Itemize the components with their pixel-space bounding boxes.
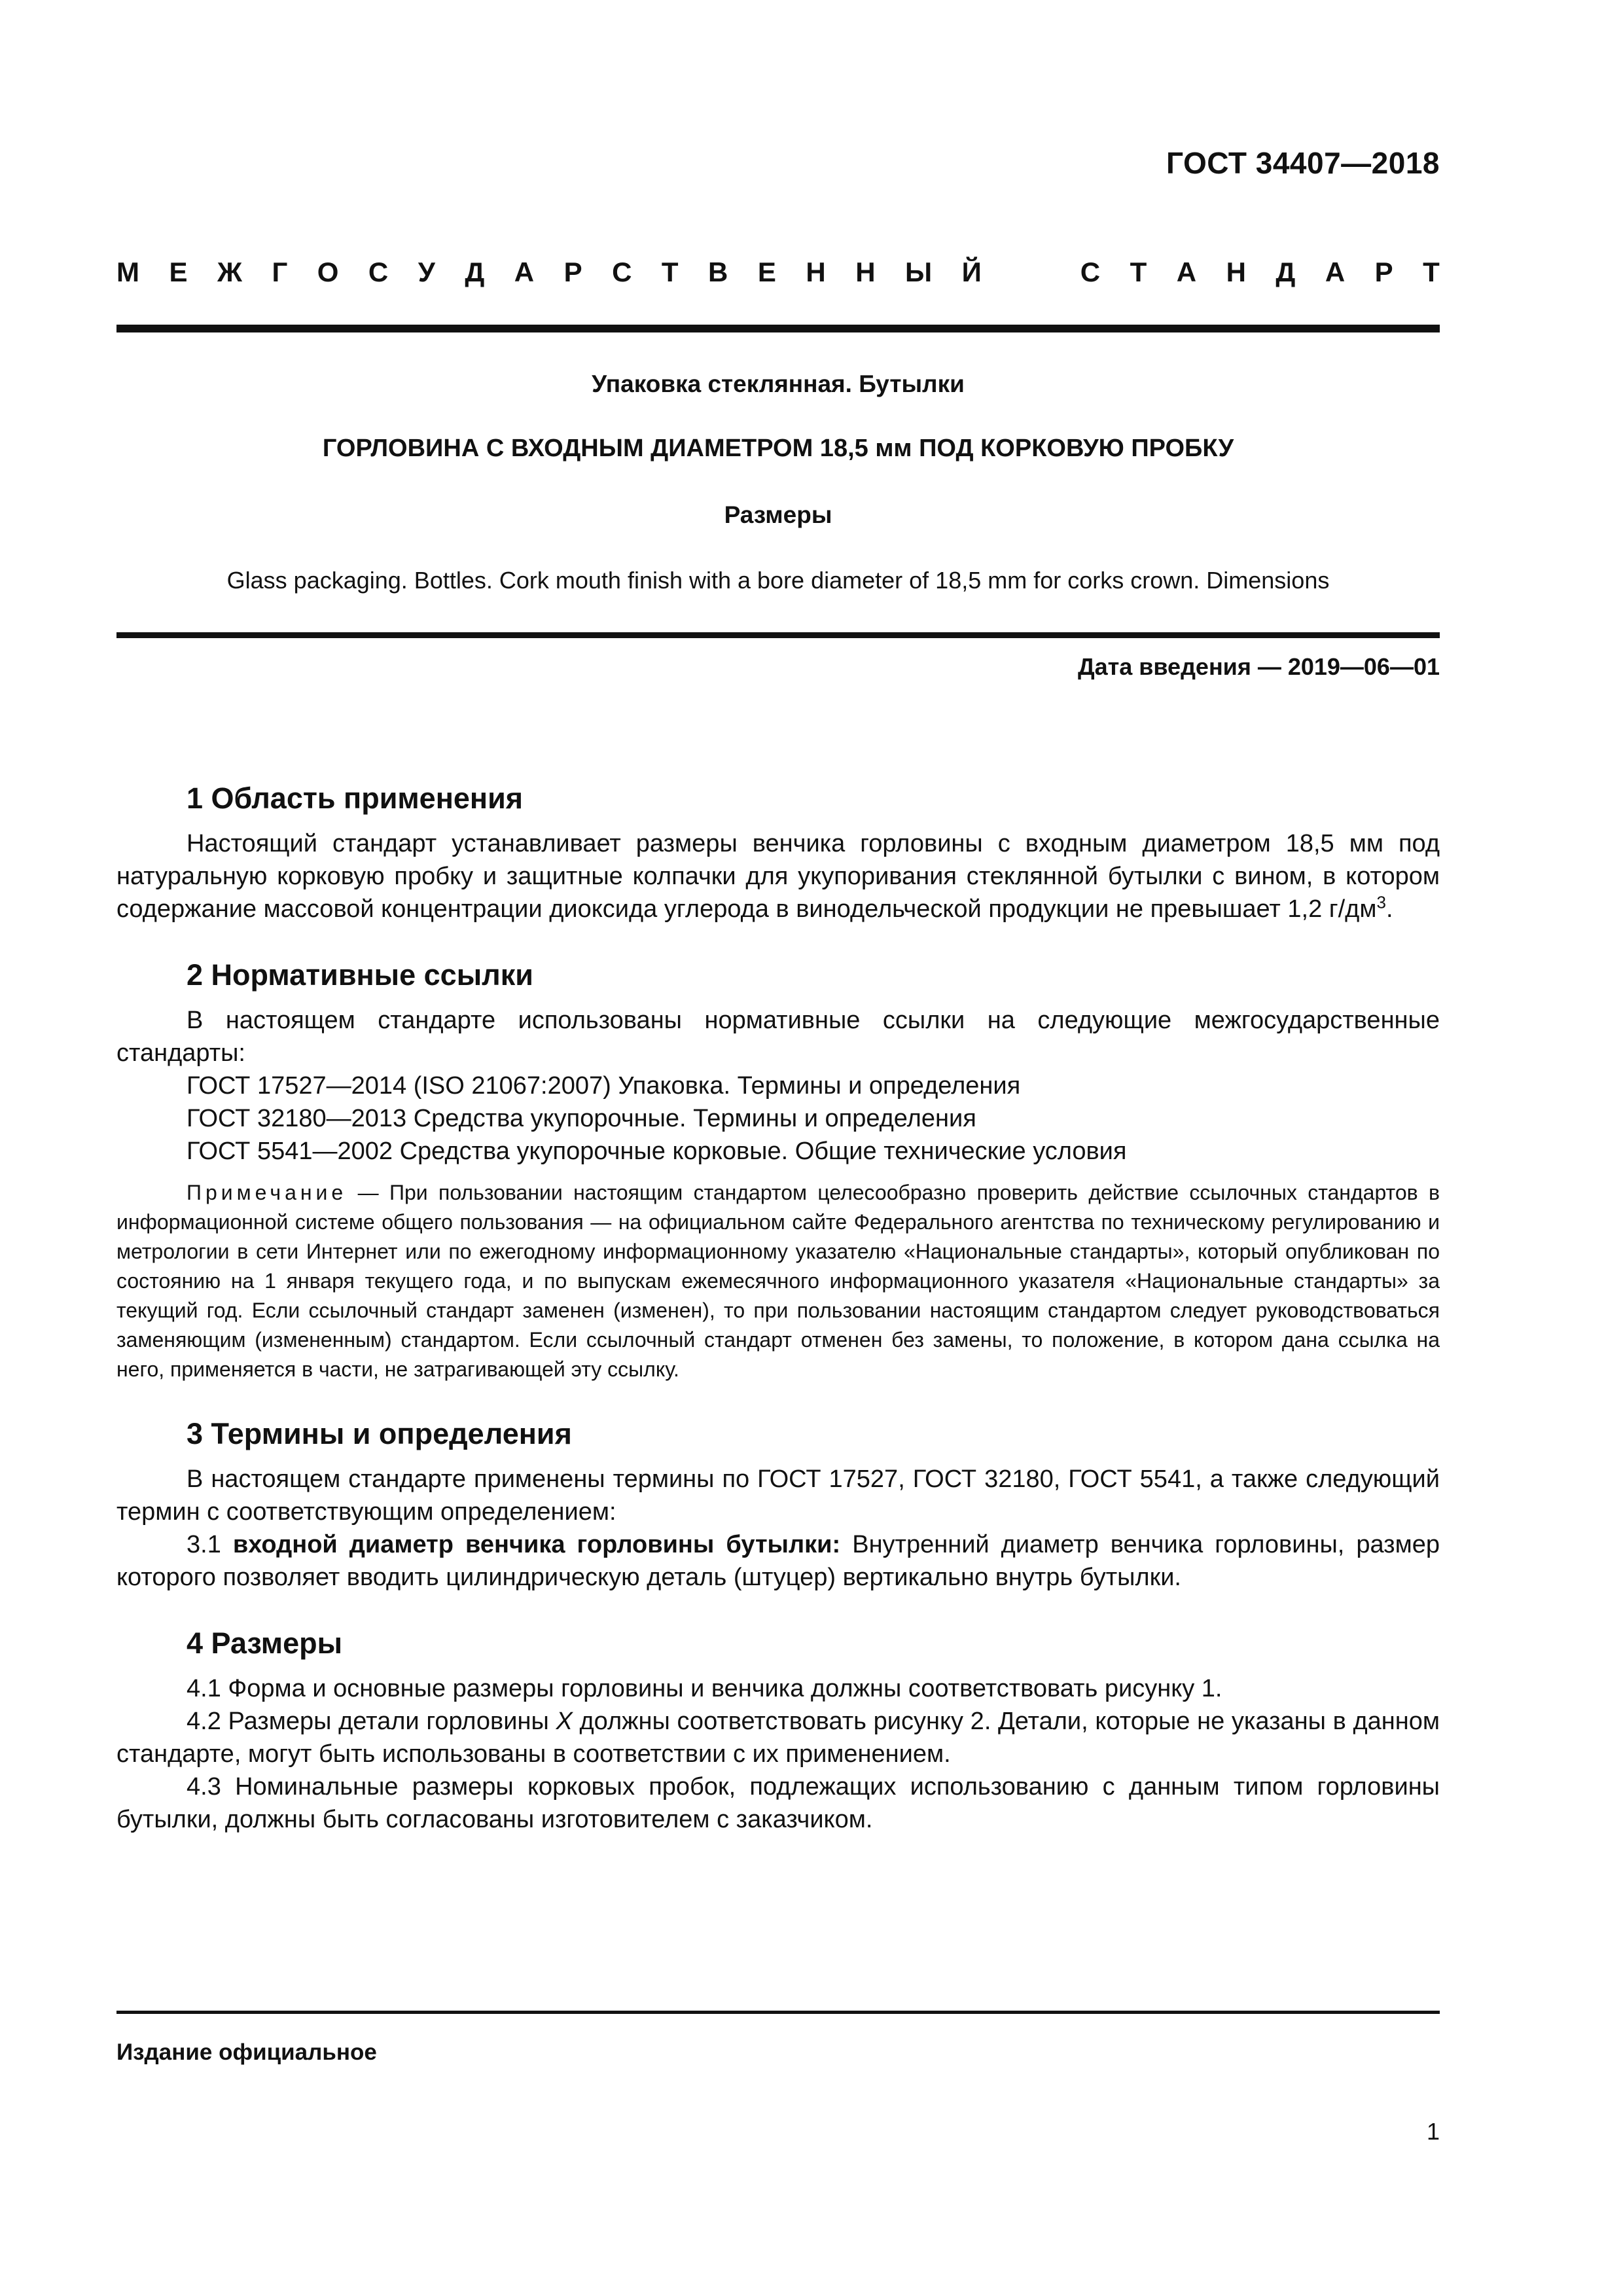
section-2-heading: 2 Нормативные ссылки <box>187 958 533 992</box>
section-4-heading: 4 Размеры <box>187 1626 343 1660</box>
banner-letter: Т <box>661 257 679 287</box>
banner-letter: Й <box>961 257 982 287</box>
section-2-intro: В настоящем стандарте использованы нормативные ссылки на следующие межгосударственные стандарты: <box>116 1007 1440 1067</box>
banner-letter: Р <box>563 257 582 287</box>
banner-letter: Г <box>272 257 288 287</box>
reference-item: ГОСТ 5541—2002 Средства укупорочные корковые. Общие технические условия <box>187 1138 1127 1165</box>
section-2 <box>116 956 1440 1384</box>
banner-letter: Т <box>1130 257 1147 287</box>
banner-letter: Д <box>1275 257 1296 287</box>
section-2-note: Примечание — При пользовании настоящим стандартом целесообразно проверить действие ссылочных стандартов в информационной системе общего пользования — на официальном сайте Федерального агентства по техническому регулированию и метрологии в сети Интернет или по ежегодному информационному указателю «Национальные стандарты», который опубликован по состоянию на 1 января текущего года, и по выпускам ежемесячного информационного указателя «Национальные стандарты» за текущий год. Если ссылочный стандарт заменен (изменен), то при пользовании настоящим стандартом следует руководствоваться заменяющим (измененным) стандартом. Если ссылочный стандарт отменен без замены, то положение, в котором дана ссылка на него, применяется в части, не затрагивающей эту ссылку. <box>116 1181 1440 1381</box>
title-line-2: ГОРЛОВИНА С ВХОДНЫМ ДИАМЕТРОМ 18,5 мм ПОД КОРКОВУЮ ПРОБКУ <box>322 435 1234 462</box>
banner-letter: А <box>514 257 535 287</box>
title-rule <box>116 632 1440 638</box>
reference-item: ГОСТ 32180—2013 Средства укупорочные. Термины и определения <box>187 1105 976 1132</box>
title-line-3: Размеры <box>724 501 832 528</box>
reference-item: ГОСТ 17527—2014 (ISO 21067:2007) Упаковка. Термины и определения <box>187 1072 1021 1100</box>
note-label: Примечание <box>187 1181 348 1204</box>
banner-letter: О <box>317 257 339 287</box>
banner-letter: Н <box>855 257 876 287</box>
section-4 <box>116 1624 1440 1836</box>
document-body <box>116 779 1440 1866</box>
banner-letter: С <box>1080 257 1101 287</box>
section-1-text: Настоящий стандарт устанавливает размеры венчика горловины с входным диаметром 18,5 мм под натуральную корковую пробку и защитные колпачки для укупоривания стеклянной бутылки с вином, в котором содержание массовой концентрации диоксида углерода в винодельческой продукции не превышает 1,2 $г/дм^3$. <box>116 830 1440 923</box>
page-number: 1 <box>1426 2118 1440 2145</box>
section-3-intro: В настоящем стандарте применены термины по ГОСТ 17527, ГОСТ 32180, ГОСТ 5541, а также следующий термин с соответствующим определением: <box>116 1465 1440 1526</box>
banner-letter: Р <box>1374 257 1393 287</box>
banner-letter <box>1011 257 1050 288</box>
section-4-item-3: 4.3 Номинальные размеры корковых пробок, подлежащих использованию с данным типом горловины бутылки, должны быть согласованы изготовителем с заказчиком. <box>116 1773 1440 1833</box>
document-number: ГОСТ 34407—2018 <box>1166 146 1440 180</box>
title-line-1: Упаковка стеклянная. Бутылки <box>592 370 965 397</box>
section-1-heading: 1 Область применения <box>187 781 524 815</box>
section-4-item-2: 4.2 Размеры детали горловины X должны соответствовать рисунку 2. Детали, которые не указаны в данном стандарте, могут быть использованы в соответствии с их применением. <box>116 1708 1440 1768</box>
banner-letter: А <box>1325 257 1346 287</box>
english-title: Glass packaging. Bottles. Cork mouth finish with a bore diameter of 18,5 mm for corks crown. Dimensions <box>226 567 1330 594</box>
section-3 <box>116 1414 1440 1594</box>
banner-letter: Д <box>465 257 485 287</box>
banner-letter: Т <box>1423 257 1440 287</box>
section-4-item-1: 4.1 Форма и основные размеры горловины и венчика должны соответствовать рисунку 1. <box>187 1675 1222 1702</box>
banner-letter: Е <box>169 257 188 287</box>
edition-label: Издание официальное <box>116 2039 377 2065</box>
banner-letter: Ж <box>217 257 242 287</box>
banner-letter: Н <box>806 257 826 287</box>
footer-rule <box>116 2011 1440 2014</box>
banner-letter: В <box>708 257 728 287</box>
term-definition: 3.1 входной диаметр венчика горловины бутылки: Внутренний диаметр венчика горловины, размер которого позволяет вводить цилиндрическую деталь (штуцер) вертикально внутрь бутылки. <box>116 1531 1440 1591</box>
introduction-date: Дата введения — 2019—06—01 <box>1077 653 1440 680</box>
banner-letter: Е <box>757 257 776 287</box>
banner-letter: Н <box>1226 257 1246 287</box>
banner-letter: М <box>116 257 139 287</box>
banner-letter: С <box>612 257 632 287</box>
banner-letter: У <box>418 257 435 287</box>
top-rule <box>116 325 1440 332</box>
term-name: входной диаметр венчика горловины бутылки: <box>232 1531 841 1558</box>
banner-letter: С <box>368 257 389 287</box>
banner-letter: А <box>1176 257 1197 287</box>
standard-banner <box>116 257 1440 288</box>
section-1 <box>116 779 1440 925</box>
section-3-heading: 3 Термины и определения <box>187 1417 572 1450</box>
banner-letter: Ы <box>905 257 933 287</box>
